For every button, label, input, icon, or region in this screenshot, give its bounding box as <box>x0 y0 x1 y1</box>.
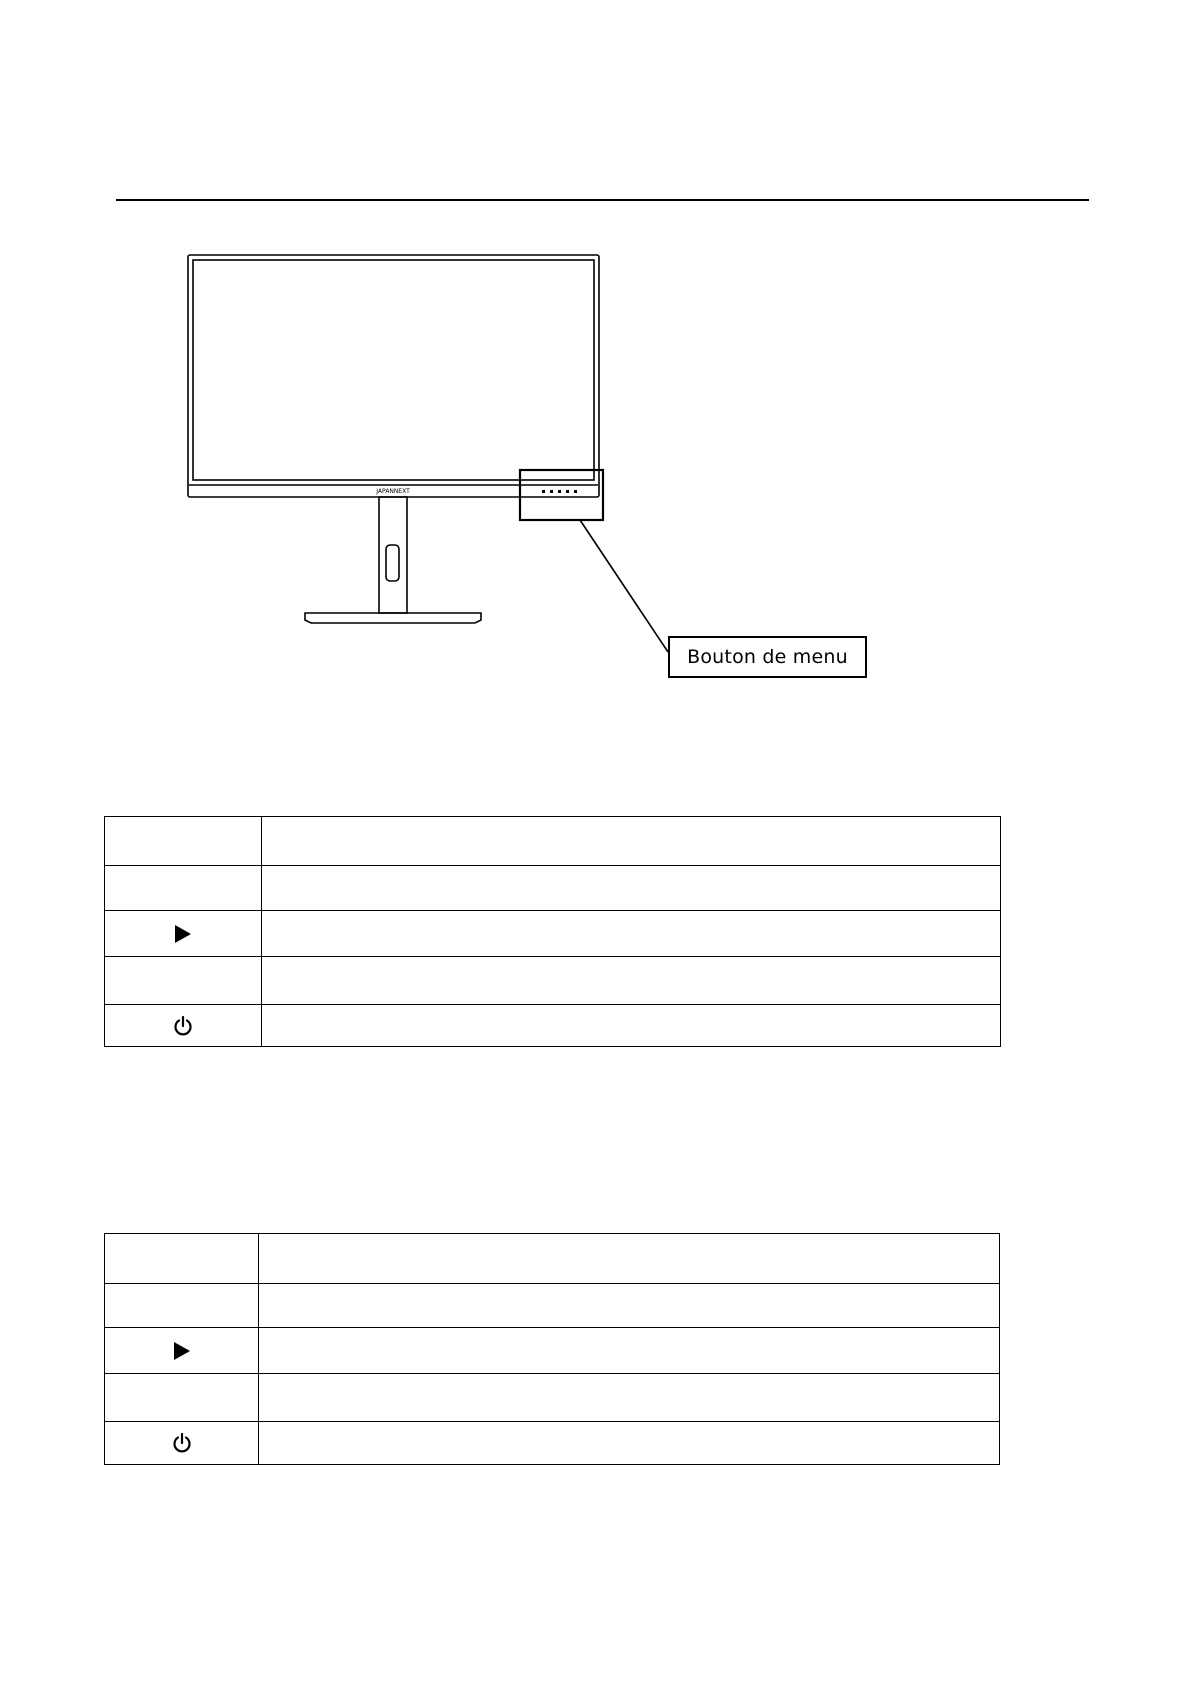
button-function-table-1 <box>104 816 1001 1047</box>
key-cell <box>105 1284 259 1328</box>
description-cell <box>259 1328 1000 1374</box>
table-row <box>105 1005 1001 1047</box>
description-cell <box>262 957 1001 1005</box>
monitor-stand-base <box>305 613 481 623</box>
table-row <box>105 1374 1000 1422</box>
monitor-illustration <box>0 0 1192 700</box>
play-triangle-icon <box>174 1342 190 1360</box>
key-cell <box>105 1234 259 1284</box>
monitor-stand-neck <box>379 497 407 613</box>
callout-label: Bouton de menu <box>687 646 848 668</box>
table-row <box>105 1284 1000 1328</box>
key-cell <box>105 1328 259 1374</box>
description-cell <box>259 1234 1000 1284</box>
monitor-brand-logo: JAPANNEXT <box>376 488 410 495</box>
table-row <box>105 866 1001 911</box>
table-row <box>105 911 1001 957</box>
table-row <box>105 957 1001 1005</box>
description-cell <box>262 817 1001 866</box>
key-cell <box>105 957 262 1005</box>
menu-button-highlight <box>520 470 603 520</box>
description-cell <box>259 1284 1000 1328</box>
key-cell <box>105 1374 259 1422</box>
key-cell <box>105 911 262 957</box>
table-row <box>105 1422 1000 1465</box>
description-cell <box>259 1374 1000 1422</box>
power-icon <box>171 1432 193 1454</box>
description-cell <box>262 911 1001 957</box>
monitor-bezel <box>188 255 599 497</box>
key-cell <box>105 866 262 911</box>
key-cell <box>105 817 262 866</box>
description-cell <box>259 1422 1000 1465</box>
menu-button-callout <box>668 636 867 678</box>
monitor-screen <box>193 260 594 480</box>
key-cell <box>105 1005 262 1047</box>
callout-leader-line <box>580 520 668 652</box>
table-row <box>105 817 1001 866</box>
play-triangle-icon <box>175 925 191 943</box>
key-cell <box>105 1422 259 1465</box>
description-cell <box>262 866 1001 911</box>
description-cell <box>262 1005 1001 1047</box>
power-icon <box>172 1015 194 1037</box>
table-row <box>105 1328 1000 1374</box>
table-row <box>105 1234 1000 1284</box>
button-function-table-2 <box>104 1233 1000 1465</box>
